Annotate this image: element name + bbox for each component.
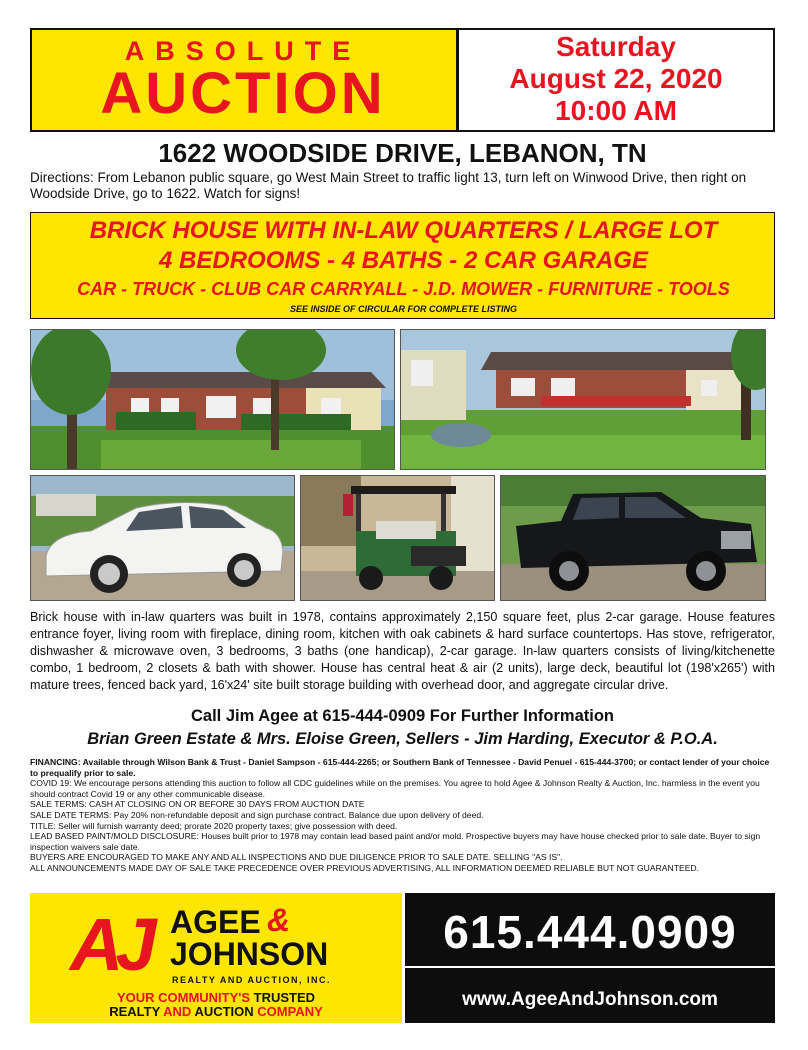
features-line-3: CAR - TRUCK - CLUB CAR CARRYALL - J.D. MOWER - FURNITURE - TOOLS: [77, 279, 730, 299]
auction-date: August 22, 2020: [509, 63, 723, 94]
house-back-photo: [400, 329, 766, 470]
auction-date-box: [459, 30, 773, 130]
buyers-text: BUYERS ARE ENCOURAGED TO MAKE ANY AND ALL INSPECTIONS AND DUE DILIGENCE PRIOR TO SALE DATE. SELLING "AS IS".: [30, 852, 563, 863]
logo-name-agee: AGEE: [170, 904, 261, 940]
sale-terms-text: SALE TERMS: CASH AT CLOSING ON OR BEFORE 30 DAYS FROM AUCTION DATE: [30, 799, 365, 810]
financing-text: FINANCING: Available through Wilson Bank & Trust - Daniel Sampson - 615-444-2265; or Southern Bank of Tennessee - David Penuel - 615-444-3700; or contact lender of your choice to prequalify prior to sale.: [30, 757, 770, 778]
club-car-photo: [300, 475, 495, 601]
absolute-heading: ABSOLUTE: [124, 36, 362, 66]
property-address: 1622 WOODSIDE DRIVE, LEBANON, TN: [158, 138, 647, 168]
features-box: [30, 212, 775, 319]
title-text: TITLE: Seller will furnish warranty deed; prorate 2020 property taxes; give possession with deed.: [30, 820, 398, 831]
tagline-line-1: YOUR COMMUNITY'S TRUSTED: [116, 990, 316, 1005]
aj-logo-icon: AJ: [70, 903, 149, 986]
directions: Directions: From Lebanon public square, go West Main Street to traffic light 13, turn left on Winwood Drive, then right on Woodside Drive, go to 1622. Watch for signs!: [30, 170, 747, 201]
tagline-line-2: REALTY AND AUCTION COMPANY: [109, 1004, 323, 1019]
auction-time: 10:00 AM: [555, 95, 677, 126]
sellers-info: Brian Green Estate & Mrs. Eloise Green, Sellers - Jim Harding, Executor & P.O.A.: [87, 730, 718, 748]
truck-photo: [500, 475, 766, 601]
lead-disclosure-text: LEAD BASED PAINT/MOLD DISCLOSURE: Houses built prior to 1978 may contain lead based paint and/or mold. Prospective buyers may have house checked prior to sale date. Buyer to sign inspection waivers sale date.: [30, 831, 761, 852]
auction-day: Saturday: [556, 31, 676, 62]
features-line-1: BRICK HOUSE WITH IN-LAW QUARTERS / LARGE LOT: [89, 217, 718, 244]
phone-number: 615.444.0909: [443, 906, 737, 958]
logo-ampersand: &: [267, 902, 291, 938]
house-front-photo: [30, 329, 395, 470]
covid-text: COVID 19: We encourage persons attending this auction to follow all CDC guidelines while on the premises. You agree to hold Agee & Johnson Realty & Auction, Inc. harmless in the event you should contract Covid 19 or any other communicable disease.: [30, 778, 760, 799]
website-link[interactable]: www.AgeeAndJohnson.com: [462, 989, 718, 1010]
features-line-2: 4 BEDROOMS - 4 BATHS - 2 CAR GARAGE: [159, 247, 648, 274]
call-info: Call Jim Agee at 615-444-0909 For Further Information: [190, 707, 614, 725]
logo-name-johnson: JOHNSON: [170, 936, 329, 972]
footer-divider: [405, 966, 775, 968]
announcements-text: ALL ANNOUNCEMENTS MADE DAY OF SALE TAKE PRECEDENCE OVER PREVIOUS ADVERTISING, ALL INFORMATION DEEMED RELIABLE BUT NOT GUARANTEED.: [30, 862, 700, 873]
features-note: SEE INSIDE OF CIRCULAR FOR COMPLETE LISTING: [289, 304, 517, 314]
property-description: Brick house with in-law quarters was built in 1978, contains approximately 2,150 square feet, plus 2-car garage. House features entrance foyer, living room with fireplace, dining room, kitchen with oak cabinets & hard surface countertops. Has stove, refrigerator, dishwasher & microwave oven, 3 bedrooms, 3 baths (one handicap), 2-car garage. In-law quarters consists of living/kitchenette combo, 1 bedroom, 2 closets & bath with shower. House has central heat & air (2 units), large deck, beautiful lot (198'x265') with mature trees, fenced back yard, 16'x24' site built storage building with overhead door, and aggregate circular drive.: [30, 610, 775, 692]
logo-subtitle: REALTY AND AUCTION, INC.: [172, 975, 331, 985]
fine-print: [30, 757, 775, 874]
auction-heading: AUCTION: [100, 61, 386, 126]
footer-logo-panel: [30, 893, 402, 1023]
footer-contact-panel: [405, 893, 775, 1023]
car-photo: [30, 475, 295, 601]
sale-date-terms-text: SALE DATE TERMS: Pay 20% non-refundable deposit and sign purchase contract. Balance due upon delivery of deed.: [30, 809, 484, 820]
